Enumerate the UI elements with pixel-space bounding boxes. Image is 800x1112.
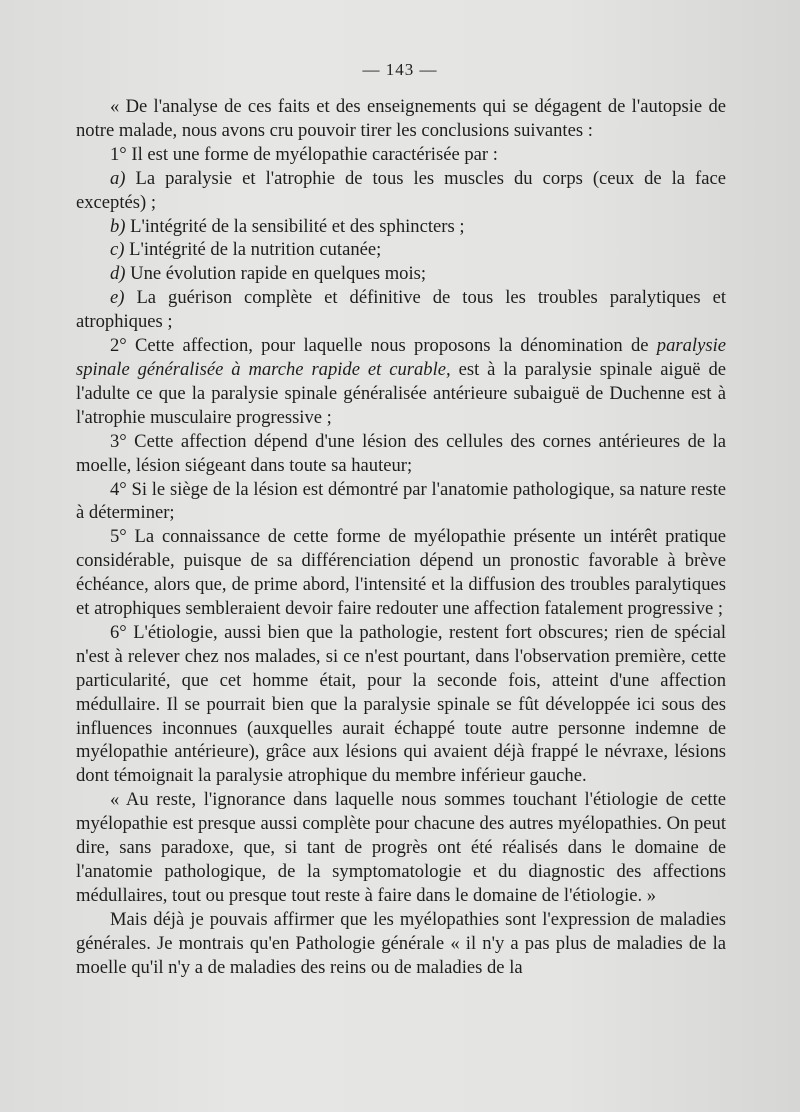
paragraph-item-d (76, 262, 726, 286)
paragraph-conclusion-6: 6° L'étiologie, aussi bien que la pathologie, restent fort obscures; rien de spécial n'est à relever chez nos malades, si ce n'est pourtant, dans l'observation première, cette particularité, que cet homme était, pour la seconde fois, atteint d'une affection médullaire. Il se pourrait bien que la paralysie spinale se fût développée ici sous des influences inconnues (auxquelles aurait échappé toute autre personne indemne de myélopathie antérieure), grâce aux lésions qui avaient déjà frappé le névraxe, lésions dont témoignait la paralysie atrophique du membre inférieur gauche. (76, 621, 726, 787)
item-e-text: La guérison complète et définitive de tous les troubles paralytiques et atrophiques ; (76, 287, 727, 333)
paragraph-conclusion-4: 4° Si le siège de la lésion est démontré par l'anatomie pathologique, sa nature reste à déterminer; (76, 478, 726, 524)
page-number: — 143 — (362, 60, 438, 79)
paragraph-item-b (76, 215, 726, 239)
conclusion-2-rest: est à la paralysie spinale aiguë de l'adulte ce que la paralysie spinale généralisée antérieure subaiguë de Duchenne est à l'atrophie musculaire progressive ; (76, 358, 727, 428)
body-text (76, 95, 726, 980)
paragraph-conclusion-5: 5° La connaissance de cette forme de myélopathie présente un intérêt pratique considérable, puisque de sa différenciation dépend un pronostic favorable à brève échéance, alors que, de prime abord, l'intensité et la diffusion des troubles paralytiques et atrophiques sembleraient devoir faire redouter une affection fatalement progressive ; (76, 526, 726, 620)
conclusion-2-lead: 2° Cette affection, pour laquelle nous proposons la dénomination de (110, 335, 649, 357)
paragraph-item-c (76, 238, 726, 262)
conclusion-2-denomination: paralysie spinale généralisée à marche rapide et curable, (76, 335, 726, 380)
item-a-label: a) (110, 167, 126, 189)
paragraph-general-diseases: Mais déjà je pouvais affirmer que les myélopathies sont l'expression de maladies générales. Je montrais qu'en Pathologie générale « il n'y a pas plus de maladies de la moelle qu'il n'y a de maladies des reins ou de maladies de la (76, 908, 726, 978)
paragraph-intro: « De l'analyse de ces faits et des enseignements qui se dégagent de l'autopsie de notre malade, nous avons cru pouvoir tirer les conclusions suivantes : (76, 96, 726, 141)
paragraph-conclusion-3: 3° Cette affection dépend d'une lésion des cellules des cornes antérieures de la moelle, lésion siégeant dans toute sa hauteur; (76, 430, 726, 476)
item-b-text: L'intégrité de la sensibilité et des sphincters ; (130, 215, 465, 237)
item-e-label: e) (110, 287, 125, 309)
paragraph-item-a (76, 167, 726, 215)
paragraph-conclusion-2 (76, 334, 726, 430)
item-d-text: Une évolution rapide en quelques mois; (130, 263, 427, 285)
item-a-text: La paralysie et l'atrophie de tous les muscles du corps (ceux de la face exceptés) ; (76, 167, 726, 213)
item-d-label: d) (110, 263, 126, 285)
item-c-text: L'intégrité de la nutrition cutanée; (129, 239, 382, 261)
paragraph-item-e (76, 286, 726, 334)
item-b-label: b) (110, 215, 126, 237)
paragraph-etiology: « Au reste, l'ignorance dans laquelle nous sommes touchant l'étiologie de cette myélopathie est presque aussi complète pour chacune des autres myélopathies. On peut dire, sans paradoxe, que, si tant de progrès ont été réalisés dans le domaine de l'anatomie pathologique, de la symptomatologie et du diagnostic des affections médullaires, tout ou presque tout reste à faire dans le domaine de l'étiologie. » (76, 789, 726, 906)
paragraph-conclusion-1: 1° Il est une forme de myélopathie caractérisée par : (110, 143, 498, 165)
item-c-label: c) (110, 239, 125, 261)
